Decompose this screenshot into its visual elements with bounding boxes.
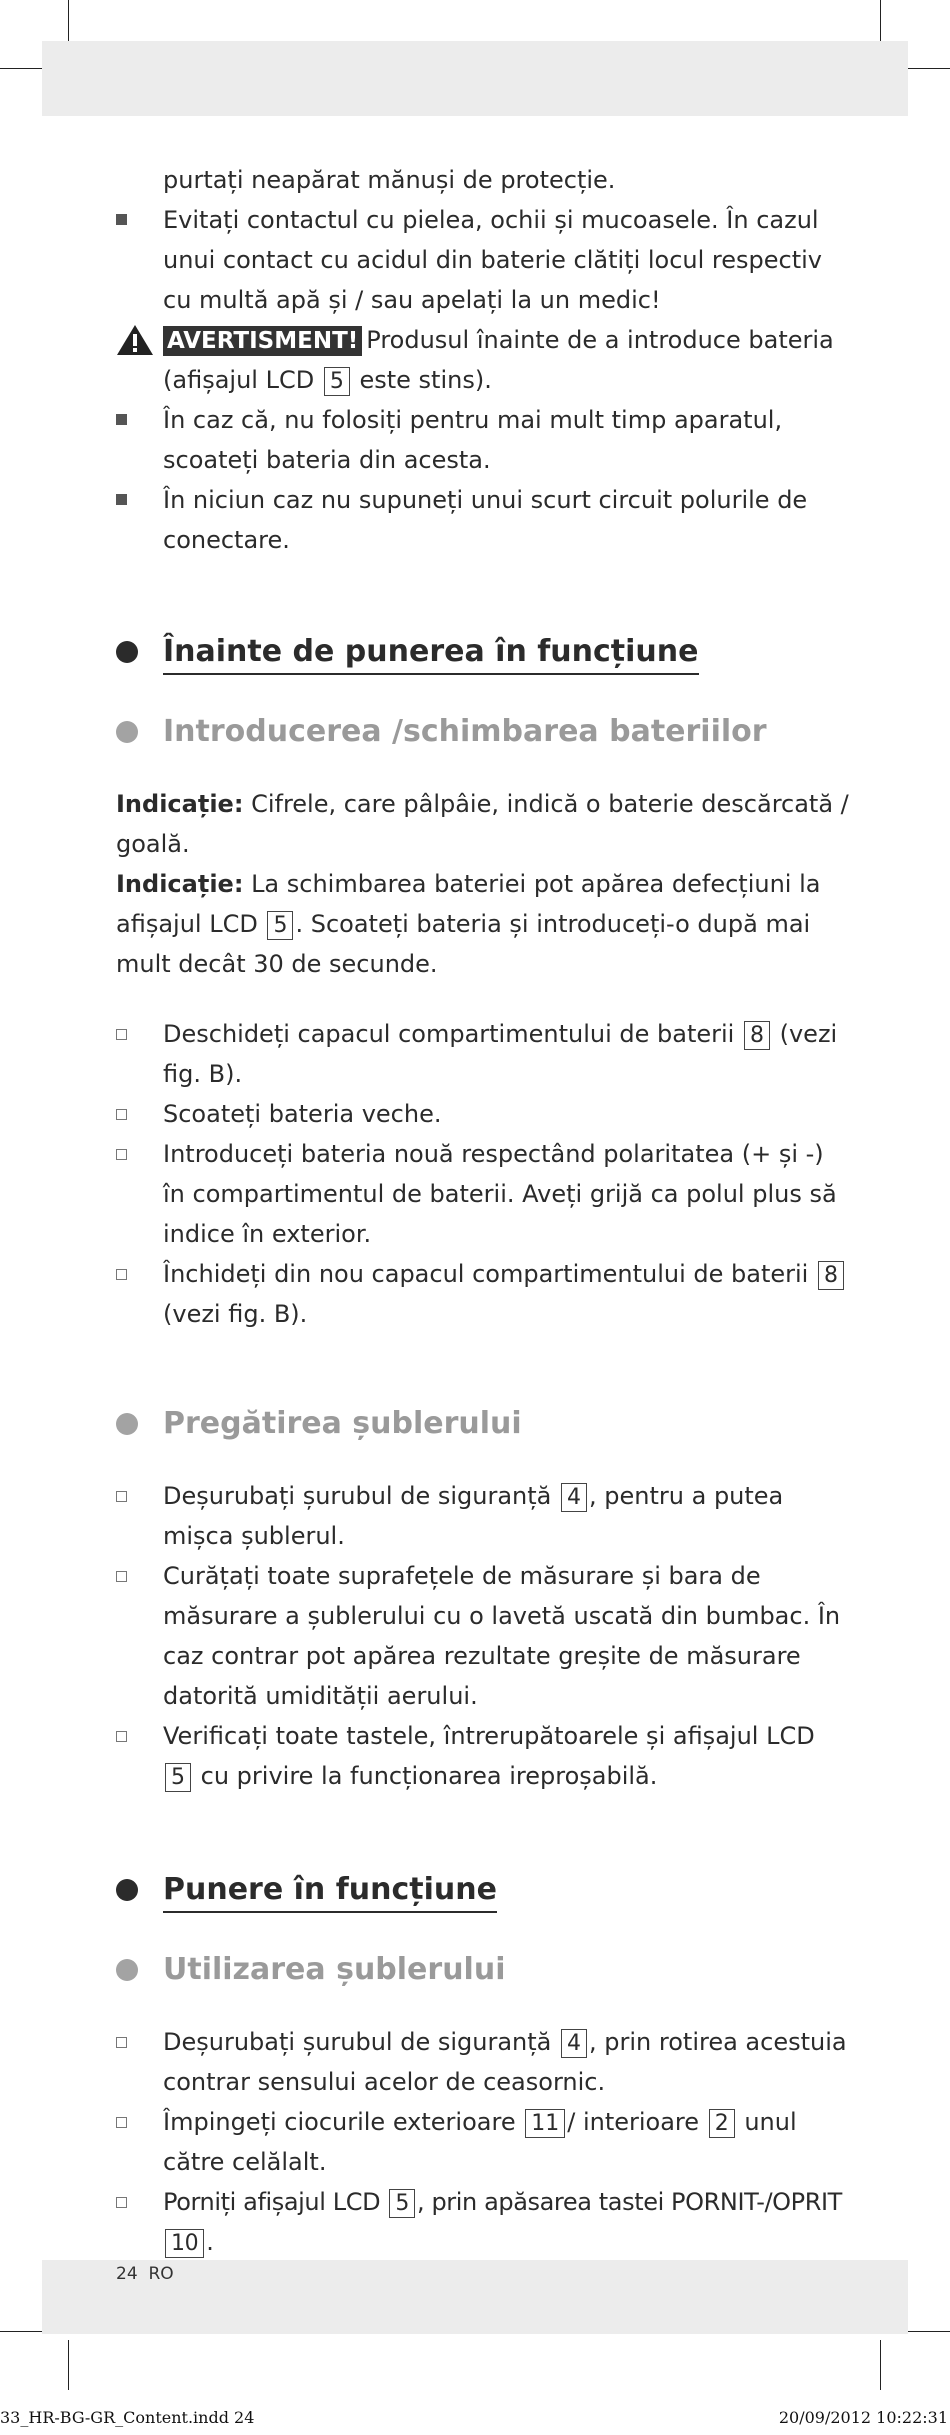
subsection-title: Pregătirea șublerului: [163, 1406, 522, 1441]
list-item: [116, 200, 851, 320]
step-text-mid: , prin apăsarea tastei PORNIT-/OPRIT: [417, 2188, 842, 2216]
step-square-icon: [116, 2197, 127, 2208]
reference-number: 8: [818, 1261, 844, 1290]
bullet-square-icon: [116, 494, 127, 505]
step-text: Deschideți capacul compartimentului de baterii: [163, 1020, 735, 1048]
step-text-end: .: [206, 2228, 214, 2256]
section-title: Punere în funcțiune: [163, 1872, 497, 1913]
reference-number: 2: [709, 2109, 735, 2138]
bullet-dot-icon: [116, 1413, 138, 1435]
reference-number: 11: [525, 2109, 565, 2138]
step-text: Verificați toate tastele, întrerupătoarele și afișajul LCD: [163, 1722, 815, 1750]
reference-number: 5: [389, 2189, 415, 2218]
step-text: Deșurubați șurubul de siguranță: [163, 1482, 552, 1510]
warning-notice: [116, 320, 851, 400]
step-text: Introduceți bateria nouă respectând polaritatea (+ și -) în compartimentul de baterii. Aveți grijă ca polul plus să indice în exterior.: [163, 1140, 837, 1248]
subsection-heading: [116, 1402, 851, 1446]
crop-mark: [880, 2340, 881, 2390]
note-label: Indicație:: [116, 790, 244, 818]
step-square-icon: [116, 1109, 127, 1120]
note-paragraph: [116, 784, 851, 864]
note-text: La schimbarea bateriei pot apărea defecțiuni la afișajul LCD: [116, 870, 821, 938]
step-item: [116, 1716, 851, 1796]
bullet-dot-icon: [116, 1879, 138, 1901]
reference-number: 4: [561, 2029, 587, 2058]
page-footer: [116, 2264, 174, 2284]
crop-mark: [68, 2340, 69, 2390]
header-band: [42, 41, 908, 116]
list-item: [116, 480, 851, 560]
step-text: Porniți afișajul LCD: [163, 2188, 381, 2216]
step-text: Împingeți ciocurile exterioare: [163, 2108, 516, 2136]
subsection-title: Utilizarea șublerului: [163, 1952, 506, 1987]
step-item: [116, 2102, 851, 2182]
list-item: [116, 400, 851, 480]
step-square-icon: [116, 1029, 127, 1040]
step-square-icon: [116, 1731, 127, 1742]
step-item: [116, 1134, 851, 1254]
list-item-text: Evitați contactul cu pielea, ochii și mucoasele. În cazul unui contact cu acidul din baterie clătiți locul respectiv cu multă apă și / sau apelați la un medic!: [163, 206, 823, 314]
note-text-end: . Scoateți bateria și introduceți-o după mai mult decât 30 de secunde.: [116, 910, 811, 978]
page-number: 24: [116, 2264, 138, 2284]
reference-number: 5: [165, 1763, 191, 1792]
step-text-end: (vezi fig. B).: [163, 1020, 838, 1088]
note-paragraph: [116, 864, 851, 984]
step-text-end: unul către celălalt.: [163, 2108, 797, 2176]
crop-mark: [902, 68, 950, 69]
step-item: [116, 1556, 851, 1716]
warning-label: AVERTISMENT!: [163, 326, 362, 356]
warning-text: Produsul înainte de a introduce bateria (afișajul LCD: [163, 326, 834, 394]
bullet-dot-icon: [116, 721, 138, 743]
bullet-dot-icon: [116, 1959, 138, 1981]
crop-mark: [902, 2331, 950, 2332]
print-slug-datetime: 20/09/2012 10:22:31: [778, 2408, 948, 2427]
crop-mark: [0, 2331, 48, 2332]
language-code: RO: [148, 2264, 174, 2284]
section-title: Înainte de punerea în funcțiune: [163, 634, 699, 675]
step-text-end: , prin rotirea acestuia contrar sensului acelor de ceasornic.: [163, 2028, 847, 2096]
reference-number: 10: [165, 2229, 204, 2258]
reference-number: 8: [744, 1021, 770, 1050]
section-heading: [116, 630, 851, 674]
bullet-dot-icon: [116, 641, 138, 663]
warning-text-end: este stins).: [359, 366, 492, 394]
warning-triangle-icon: [116, 324, 154, 368]
step-square-icon: [116, 1491, 127, 1502]
section-heading: [116, 1868, 851, 1912]
list-item-text: purtați neapărat mănuși de protecție.: [163, 166, 616, 194]
step-text: Deșurubați șurubul de siguranță: [163, 2028, 552, 2056]
list-item-text: În caz că, nu folosiți pentru mai mult timp aparatul, scoateți bateria din acesta.: [163, 406, 783, 474]
step-item: [116, 1014, 851, 1094]
step-square-icon: [116, 2117, 127, 2128]
step-text-end: , pentru a putea mișca șublerul.: [163, 1482, 784, 1550]
bullet-square-icon: [116, 414, 127, 425]
step-square-icon: [116, 2037, 127, 2048]
step-text-end: (vezi fig. B).: [163, 1300, 308, 1328]
reference-number: 5: [324, 367, 350, 396]
step-item: [116, 2182, 851, 2262]
step-separator: / interioare: [567, 2108, 700, 2136]
list-item-text: În niciun caz nu supuneți unui scurt circuit polurile de conectare.: [163, 486, 808, 554]
step-item: [116, 1094, 851, 1134]
crop-mark: [0, 68, 48, 69]
note-text: Cifrele, care pâlpâie, indică o baterie descărcată / goală.: [116, 790, 849, 858]
step-item: [116, 1254, 851, 1334]
step-square-icon: [116, 1149, 127, 1160]
step-item: [116, 1476, 851, 1556]
step-text: Curățați toate suprafețele de măsurare și bara de măsurare a șublerului cu o lavetă uscată din bumbac. În caz contrar pot apărea rezultate greșite de măsurare datorită umidității aerului.: [163, 1562, 841, 1710]
step-square-icon: [116, 1571, 127, 1582]
note-label: Indicație:: [116, 870, 244, 898]
subsection-heading: [116, 710, 851, 754]
page-content: [116, 160, 851, 2262]
subsection-title: Introducerea /schimbarea bateriilor: [163, 714, 767, 749]
step-text-end: cu privire la funcționarea ireproșabilă.: [200, 1762, 658, 1790]
step-text: Scoateți bateria veche.: [163, 1100, 442, 1128]
step-text: Închideți din nou capacul compartimentului de baterii: [163, 1260, 809, 1288]
step-item: [116, 2022, 851, 2102]
print-slug-file: 33_HR-BG-GR_Content.indd 24: [0, 2408, 255, 2427]
reference-number: 5: [267, 911, 293, 940]
bullet-square-icon: [116, 214, 127, 225]
step-square-icon: [116, 1269, 127, 1280]
subsection-heading: [116, 1948, 851, 1992]
list-item: [116, 160, 851, 200]
reference-number: 4: [561, 1483, 587, 1512]
